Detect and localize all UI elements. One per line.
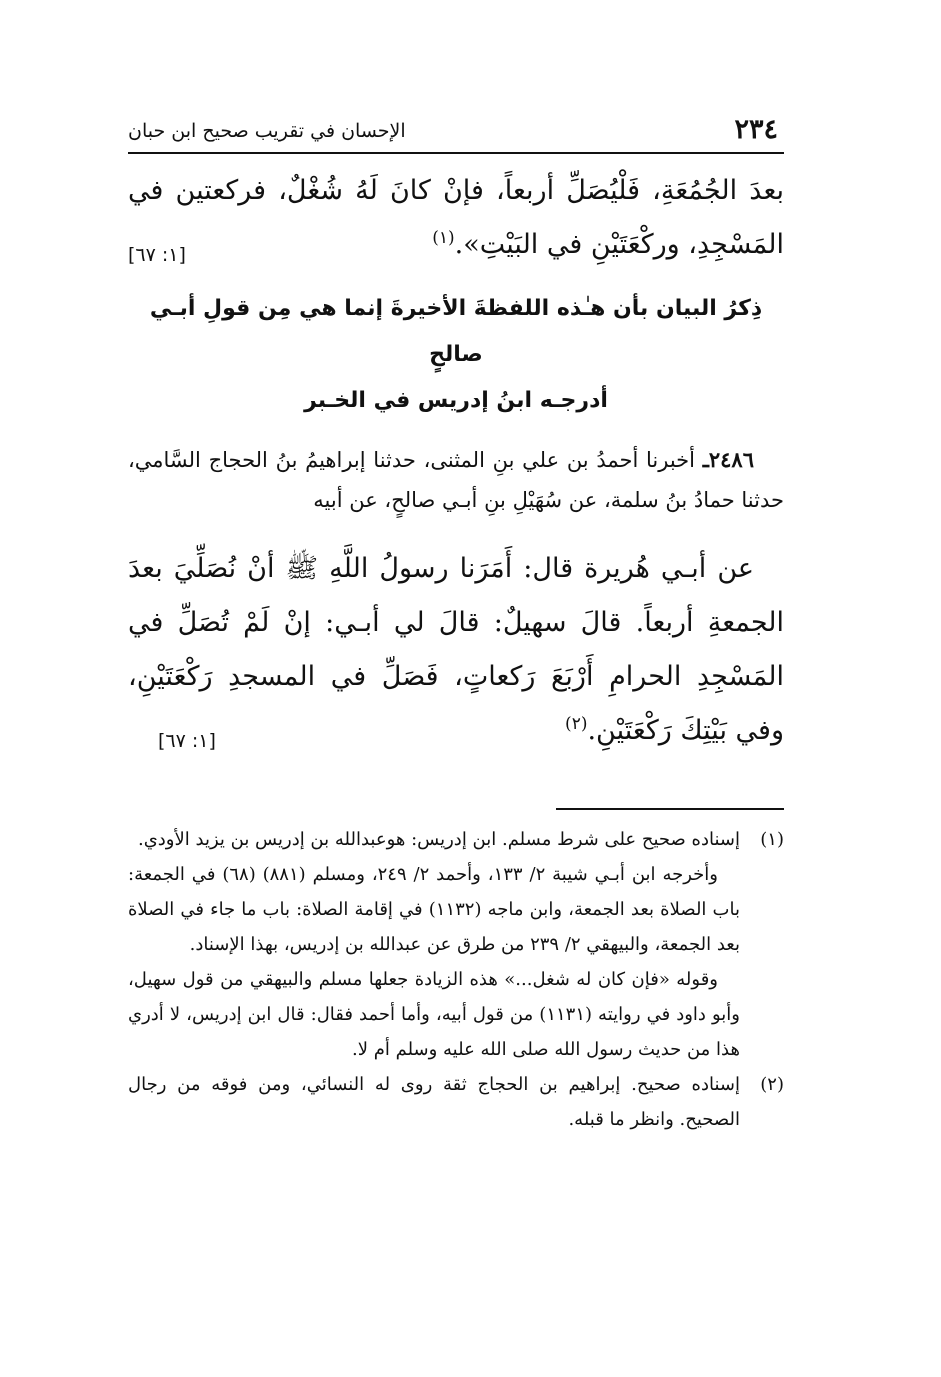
footnote-ref-2[interactable]: (٢) <box>565 714 588 734</box>
page-number: ٢٣٤ <box>734 114 778 145</box>
footnote-1-paragraph-2: وأخرجه ابن أبـي شيبة ٢/ ١٣٣، وأحمد ٢/ ٢٤٩، ومسلم (٨٨١) (٦٨) في الجمعة: باب الصلاة بعد الجمعة، وابن ماجه (١١٣٢) في إقامة الصلاة: باب ما جاء في الصلاة بعد الجمعة، والبيهقي ٢/ ٢٣٩ من طرق عن عبدالله بن إدريس، بهذا الإسناد. <box>128 864 740 955</box>
footnote-ref-1[interactable]: (١) <box>432 228 455 248</box>
chapter-heading-line-1: ذِكرُ البيان بأن هـٰذه اللفظةَ الأخيرةَ إنما هي مِن قولِ أبـي صالحٍ <box>149 296 763 367</box>
continuation-text: بعدَ الجُمُعَةِ، فَلْيُصَلِّ أربعاً، فإنْ كانَ لَهُ شُغْلٌ، فركعتين في المَسْجِدِ، وركْعَتَيْنِ في البَيْتِ». <box>128 175 784 260</box>
chapter-heading-line-2: أدرجـه ابنُ إدريس في الخـبر <box>304 388 608 413</box>
hadith-isnad <box>128 440 784 520</box>
source-citation-1: [١: ٦٧] <box>128 244 186 266</box>
footnote-2 <box>128 1067 784 1137</box>
hadith-matn <box>128 542 784 758</box>
source-citation-2: [١: ٦٧] <box>158 730 216 752</box>
isnad-text: أخبرنا أحمدُ بن علي بنِ المثنى، حدثنا إبراهيمُ بنُ الحجاج السَّامي، حدثنا حمادُ بنُ سلمة، عن سُهَيْلِ بنِ أبـي صالحٍ، عن أبيه <box>128 448 784 512</box>
footnote-1 <box>128 822 784 1067</box>
footnotes <box>128 822 784 1137</box>
footnote-number-2: (٢) <box>760 1074 784 1095</box>
footnote-separator <box>556 808 784 810</box>
footnote-2-paragraph-1: إسناده صحيح. إبراهيم بن الحجاج ثقة روى له النسائي، ومن فوقه من رجال الصحيح. وانظر ما قبله. <box>128 1074 740 1130</box>
matn-text: عن أبـي هُريرة قال: أَمَرَنا رسولُ اللَّهِ ﷺ أنْ نُصَلِّيَ بعدَ الجمعةِ أربعاً. قالَ سهيلٌ: قالَ لي أبـي: إنْ لَمْ تُصَلِّ في المَسْجِدِ الحرامِ أَرْبَعَ رَكعاتٍ، فَصَلِّ في المسجدِ رَكْعَتَيْنِ، وفي بَيْتِكَ رَكْعَتَيْنِ. <box>128 553 784 746</box>
footnote-1-paragraph-1: إسناده صحيح على شرط مسلم. ابن إدريس: هوعبدالله بن إدريس بن يزيد الأودي. <box>137 829 740 850</box>
footnote-1-paragraph-3: وقوله «فإن كان له شغل...» هذه الزيادة جعلها مسلم والبيهقي من قول سهيل، وأبو داود في روايته (١١٣١) من قول أبيه، وأما أحمد فقال: قال ابن إدريس، لا أدري هذا من حديث رسول الله صلى الله عليه وسلم أم لا. <box>128 969 740 1060</box>
continuation-paragraph <box>128 164 784 272</box>
running-title: الإحسان في تقريب صحيح ابن حبان <box>128 120 406 142</box>
page-header <box>128 108 784 154</box>
footnote-number-1: (١) <box>760 829 784 850</box>
book-page <box>128 108 784 1137</box>
hadith-number-dash: ـ <box>702 447 709 472</box>
chapter-heading <box>128 286 784 424</box>
hadith-number: ٢٤٨٦ <box>708 447 754 472</box>
